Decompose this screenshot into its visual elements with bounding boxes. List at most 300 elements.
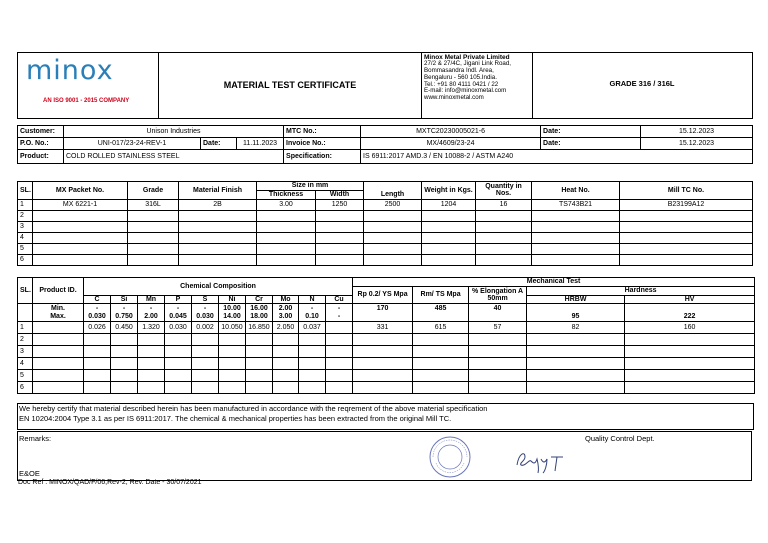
cell-hv: [625, 382, 755, 394]
cell-element-value: [219, 346, 246, 358]
cell-element-value: [273, 382, 299, 394]
col-element: Mo: [273, 295, 299, 304]
cell-weight: [422, 221, 476, 232]
max-value: 0.030: [196, 312, 214, 320]
cell-hrbw: [527, 370, 625, 382]
dims-table: [17, 181, 753, 266]
cell-thickness: [257, 243, 316, 254]
cell-element-value: 0.030: [165, 322, 192, 334]
table-row: [18, 370, 755, 382]
max-value: 3.00: [278, 312, 293, 320]
date-value: 15.12.2023: [641, 126, 753, 138]
customer-value: Unison Industries: [64, 126, 284, 138]
col-hrbw: HRBW: [527, 295, 625, 304]
cell-element-value: [273, 358, 299, 370]
cell-length: [364, 232, 422, 243]
cell-element-value: [246, 370, 273, 382]
minmax-label: [33, 304, 84, 322]
company-stamp: [428, 435, 472, 479]
table-row: [18, 334, 755, 346]
col-hv: HV: [625, 295, 755, 304]
cell-element-value: 2.050: [273, 322, 299, 334]
table-row: [18, 382, 755, 394]
cell-element-value: 0.450: [111, 322, 138, 334]
po-date-value: 11.11.2023: [237, 138, 284, 150]
col-element: N: [299, 295, 326, 304]
col-element: Mn: [138, 295, 165, 304]
table-row: [18, 346, 755, 358]
cell-element-value: [192, 346, 219, 358]
cell-heat: [532, 221, 620, 232]
cell-width: [316, 254, 364, 265]
min-value: 16.00: [250, 304, 268, 312]
certify-line: We hereby certify that material described herein has been manufactured in accordance with the reqrement of the above material specification: [19, 404, 488, 413]
col-rm: Rm/ TS Mpa: [413, 287, 469, 304]
col-grade: Grade: [128, 182, 179, 200]
col-element: P: [165, 295, 192, 304]
invoice-value: MX/4609/23-24: [361, 138, 541, 150]
spec-cell: [246, 304, 273, 322]
cell-elong: [469, 334, 527, 346]
cell-element-value: [165, 334, 192, 346]
minox-logo: minox: [26, 55, 114, 86]
cell-element-value: [299, 370, 326, 382]
min-label: Min.: [51, 304, 65, 312]
cell-qty: [476, 254, 532, 265]
cell-element-value: [326, 346, 353, 358]
iso-badge: AN ISO 9001 - 2015 COMPANY: [43, 98, 130, 104]
cell-finish: [179, 232, 257, 243]
min-value: -: [149, 304, 153, 312]
cell-element-value: [111, 358, 138, 370]
cell-element-value: [138, 358, 165, 370]
col-element: Ni: [219, 295, 246, 304]
cell-elong: [469, 370, 527, 382]
cell-element-value: [273, 346, 299, 358]
grade-label: GRADE 316 / 316L: [609, 79, 675, 88]
max-value: 0.030: [88, 312, 106, 320]
cell-length: [364, 221, 422, 232]
min-value: 40: [493, 304, 502, 312]
cell-elong: [469, 382, 527, 394]
spec-cell: [84, 304, 111, 322]
cell-product: [33, 358, 84, 370]
remarks-label: Remarks:: [19, 434, 52, 443]
address-line: Tel.: +91 80 4111 0421 / 22: [424, 80, 499, 88]
cell-packet: [33, 232, 128, 243]
cell-rm: [413, 382, 469, 394]
cell-thickness: [257, 254, 316, 265]
cell-element-value: 10.050: [219, 322, 246, 334]
max-value: 18.00: [250, 312, 268, 320]
mtc-label: MTC No.:: [284, 126, 361, 138]
cell-element-value: [273, 334, 299, 346]
cell-element-value: [84, 346, 111, 358]
spec-cell: [111, 304, 138, 322]
max-value: 2.00: [144, 312, 158, 320]
cell-thickness: 3.00: [257, 199, 316, 210]
cell-element-value: [299, 382, 326, 394]
table-row: [18, 254, 753, 265]
cell-element-value: [246, 358, 273, 370]
cell-heat: [532, 254, 620, 265]
cell-element-value: [165, 382, 192, 394]
max-value: 0.045: [169, 312, 187, 320]
max-value: 222: [683, 312, 696, 320]
table-row: [18, 210, 753, 221]
cell-grade: 316L: [128, 199, 179, 210]
cell-element-value: [84, 334, 111, 346]
address-line: Bommasandra Indl. Area,: [424, 66, 494, 74]
cell-finish: [179, 254, 257, 265]
cell-rp: [353, 346, 413, 358]
max-value: 14.00: [223, 312, 241, 320]
certify-line: EN 10204:2004 Type 3.1 as per IS 6911:2017. The chemical & mechanical properties has been extracted from the original Mill TC.: [19, 414, 452, 423]
doc-ref: Doc Ref : MINOX/QAD/F/06,Rev-2, Rev. Date - 30/07/2021: [18, 479, 202, 486]
col-width: Width: [316, 190, 364, 199]
address-line: 27/2 & 27/4C, Jigani Link Road,: [424, 60, 512, 68]
max-value: 0.10: [305, 312, 319, 320]
cell-sl: 2: [18, 210, 33, 221]
cell-weight: [422, 243, 476, 254]
cell-weight: 1204: [422, 199, 476, 210]
cell-element-value: [84, 382, 111, 394]
cell-length: 2500: [364, 199, 422, 210]
cell-rm: [413, 334, 469, 346]
customer-label: Customer:: [18, 126, 64, 138]
spec-value: IS 6911:2017 AMD.3 / EN 10088-2 / ASTM A240: [361, 150, 753, 164]
table-row: [18, 199, 753, 210]
col-element: Cr: [246, 295, 273, 304]
cell-sl: 1: [18, 199, 33, 210]
date-label: Date:: [541, 126, 641, 138]
col-qty: Quantity in Nos.: [476, 182, 532, 200]
company-name: Minox Metal Private Limited: [424, 54, 510, 61]
col-weight: Weight in Kgs.: [422, 182, 476, 200]
cell-rm: [413, 370, 469, 382]
cell-element-value: [111, 346, 138, 358]
cell-rp: [353, 358, 413, 370]
mech-spec-hv: [625, 304, 755, 322]
cell-hv: [625, 334, 755, 346]
doc-title: MATERIAL TEST CERTIFICATE: [159, 53, 422, 119]
date-value: 15.12.2023: [641, 138, 753, 150]
cell-element-value: [192, 334, 219, 346]
po-label: P.O. No.:: [18, 138, 64, 150]
po-date-label: Date:: [201, 138, 237, 150]
cell-hrbw: [527, 346, 625, 358]
cell-rp: [353, 334, 413, 346]
product-label: Product:: [18, 150, 64, 164]
cell-packet: [33, 243, 128, 254]
cell-element-value: [192, 382, 219, 394]
cell-element-value: 16.850: [246, 322, 273, 334]
min-value: 2.00: [278, 304, 293, 312]
cell-mill: B23199A12: [620, 199, 753, 210]
cell-grade: [128, 243, 179, 254]
cell-element-value: [192, 370, 219, 382]
cell-element-value: [84, 358, 111, 370]
cell-heat: [532, 210, 620, 221]
cell-sl: 4: [18, 232, 33, 243]
cell-rp: [353, 382, 413, 394]
cell-width: 1250: [316, 199, 364, 210]
cell-grade: [128, 254, 179, 265]
max-value: [415, 313, 466, 321]
cell-length: [364, 254, 422, 265]
table-row: [18, 358, 755, 370]
min-value: [627, 305, 752, 313]
min-value: -: [95, 304, 99, 312]
cell-element-value: [138, 346, 165, 358]
company-address: [422, 53, 533, 119]
max-value: 0.750: [115, 312, 133, 320]
cell-element-value: [84, 370, 111, 382]
cell-width: [316, 221, 364, 232]
col-rp: Rp 0.2/ YS Mpa: [353, 287, 413, 304]
cell-product: [33, 334, 84, 346]
cell-element-value: [111, 382, 138, 394]
min-value: -: [122, 304, 126, 312]
cell-weight: [422, 254, 476, 265]
table-row: [18, 243, 753, 254]
cell-sl: 5: [18, 370, 33, 382]
cell-length: [364, 243, 422, 254]
cell-qty: [476, 232, 532, 243]
cell-element-value: [111, 370, 138, 382]
col-finish: Material Finish: [179, 182, 257, 200]
cell-mill: [620, 221, 753, 232]
cell-weight: [422, 210, 476, 221]
cell-element-value: 1.320: [138, 322, 165, 334]
mech-spec-hrbw: [527, 304, 625, 322]
address-line: Bengaluru - 560 105.India.: [424, 73, 497, 81]
cell-hv: 160: [625, 322, 755, 334]
cell-weight: [422, 232, 476, 243]
cell-hv: [625, 346, 755, 358]
col-heat: Heat No.: [532, 182, 620, 200]
col-hardness: Hardness: [527, 287, 755, 296]
cell-finish: [179, 210, 257, 221]
mech-spec-rm: [413, 304, 469, 322]
min-value: 485: [434, 304, 447, 312]
cell-element-value: [326, 334, 353, 346]
col-product: Product ID.: [33, 278, 84, 304]
cell-thickness: [257, 210, 316, 221]
spec-cell: [273, 304, 299, 322]
qc-signature: [511, 445, 581, 475]
cell-element-value: [219, 382, 246, 394]
max-value: [471, 313, 524, 321]
date-label: Date:: [541, 138, 641, 150]
spec-cell: [299, 304, 326, 322]
spec-cell: [165, 304, 192, 322]
cell-product: [33, 382, 84, 394]
logo-cell: [18, 53, 159, 119]
cell-sl: 5: [18, 243, 33, 254]
cell-width: [316, 243, 364, 254]
header-table: [17, 52, 753, 119]
qc-label: Quality Control Dept.: [585, 434, 655, 443]
cell-finish: [179, 221, 257, 232]
company-block: [422, 53, 753, 119]
min-value: -: [176, 304, 180, 312]
cell-element-value: [326, 322, 353, 334]
cell-packet: MX 6221-1: [33, 199, 128, 210]
col-size: Size in mm: [257, 182, 364, 191]
spec-sl: [18, 304, 33, 322]
cell-element-value: [219, 358, 246, 370]
cell-element-value: [165, 358, 192, 370]
cell-hv: [625, 358, 755, 370]
cell-product: [33, 322, 84, 334]
cell-grade: [128, 221, 179, 232]
mtc-value: MXTC20230005021-6: [361, 126, 541, 138]
cell-product: [33, 370, 84, 382]
col-element: C: [84, 295, 111, 304]
max-value: -: [337, 312, 341, 320]
col-element: S: [192, 295, 219, 304]
cell-element-value: [111, 334, 138, 346]
col-sl: SL.: [18, 182, 33, 200]
cell-element-value: [299, 334, 326, 346]
cell-sl: 3: [18, 221, 33, 232]
eoe-label: E&OE: [19, 469, 40, 478]
chem-table: [17, 277, 755, 394]
cell-rm: 615: [413, 322, 469, 334]
max-value: 95: [571, 312, 580, 320]
cell-packet: [33, 221, 128, 232]
cell-sl: 3: [18, 346, 33, 358]
cell-qty: 16: [476, 199, 532, 210]
cell-element-value: [273, 370, 299, 382]
cell-thickness: [257, 232, 316, 243]
cell-hrbw: 82: [527, 322, 625, 334]
product-value: COLD ROLLED STAINLESS STEEL: [64, 150, 284, 164]
spec-cell: [326, 304, 353, 322]
cell-element-value: [165, 346, 192, 358]
cell-element-value: [219, 334, 246, 346]
col-element: Si: [111, 295, 138, 304]
cell-heat: [532, 243, 620, 254]
cell-product: [33, 346, 84, 358]
cell-element-value: [326, 382, 353, 394]
cell-hrbw: [527, 358, 625, 370]
cell-element-value: [219, 370, 246, 382]
cell-elong: 57: [469, 322, 527, 334]
cell-mill: [620, 210, 753, 221]
col-thickness: Thickness: [257, 190, 316, 199]
po-value: UNI-017/23-24-REV-1: [64, 138, 201, 150]
cell-element-value: 0.037: [299, 322, 326, 334]
cell-finish: [179, 243, 257, 254]
cell-element-value: [326, 370, 353, 382]
cell-element-value: [246, 346, 273, 358]
cell-qty: [476, 210, 532, 221]
cell-length: [364, 210, 422, 221]
min-value: -: [337, 304, 341, 312]
invoice-label: Invoice No.:: [284, 138, 361, 150]
cell-grade: [128, 232, 179, 243]
cell-sl: 1: [18, 322, 33, 334]
cell-rm: [413, 346, 469, 358]
chem-header: Chemical Composition: [84, 278, 353, 296]
min-value: -: [203, 304, 207, 312]
cell-mill: [620, 243, 753, 254]
cell-heat: TS743B21: [532, 199, 620, 210]
cell-hrbw: [527, 334, 625, 346]
address-line: www.minoxmetal.com: [424, 94, 484, 102]
cell-element-value: [299, 358, 326, 370]
col-element: Cu: [326, 295, 353, 304]
mech-spec-rp: [353, 304, 413, 322]
table-row: [18, 221, 753, 232]
cell-element-value: 0.002: [192, 322, 219, 334]
remarks-block: [17, 431, 752, 481]
col-sl: SL.: [18, 278, 33, 304]
cell-elong: [469, 358, 527, 370]
col-elong: % Elongation A 50mm: [469, 287, 527, 304]
cell-hv: [625, 370, 755, 382]
cell-element-value: [165, 370, 192, 382]
cell-heat: [532, 232, 620, 243]
spec-cell: [192, 304, 219, 322]
table-row: [18, 232, 753, 243]
cell-mill: [620, 254, 753, 265]
cell-hrbw: [527, 382, 625, 394]
max-label: Max.: [50, 312, 66, 320]
cell-width: [316, 210, 364, 221]
spec-label: Specification:: [284, 150, 361, 164]
cell-sl: 4: [18, 358, 33, 370]
cell-element-value: [246, 382, 273, 394]
cell-thickness: [257, 221, 316, 232]
cell-finish: 2B: [179, 199, 257, 210]
col-mill: Mill TC No.: [620, 182, 753, 200]
max-value: [355, 313, 410, 321]
cell-elong: [469, 346, 527, 358]
col-packet: MX Packet No.: [33, 182, 128, 200]
cell-mill: [620, 232, 753, 243]
cell-element-value: [138, 334, 165, 346]
cell-element-value: [192, 358, 219, 370]
cell-element-value: [246, 334, 273, 346]
cell-element-value: [138, 370, 165, 382]
cell-qty: [476, 221, 532, 232]
table-row: [18, 322, 755, 334]
min-value: 10.00: [223, 304, 241, 312]
spec-cell: [138, 304, 165, 322]
info-table: [17, 125, 753, 164]
min-value: [529, 305, 622, 313]
cell-qty: [476, 243, 532, 254]
cell-sl: 6: [18, 254, 33, 265]
cell-element-value: [326, 358, 353, 370]
cell-element-value: 0.026: [84, 322, 111, 334]
cell-element-value: [138, 382, 165, 394]
col-length: Length: [364, 182, 422, 200]
certify-block: [17, 403, 754, 430]
cell-rp: 331: [353, 322, 413, 334]
cell-element-value: [299, 346, 326, 358]
min-value: -: [310, 304, 314, 312]
cell-packet: [33, 210, 128, 221]
cell-rm: [413, 358, 469, 370]
address-line: E-mail: info@minoxmetal.com: [424, 87, 507, 95]
cell-sl: 6: [18, 382, 33, 394]
cell-packet: [33, 254, 128, 265]
cell-sl: 2: [18, 334, 33, 346]
